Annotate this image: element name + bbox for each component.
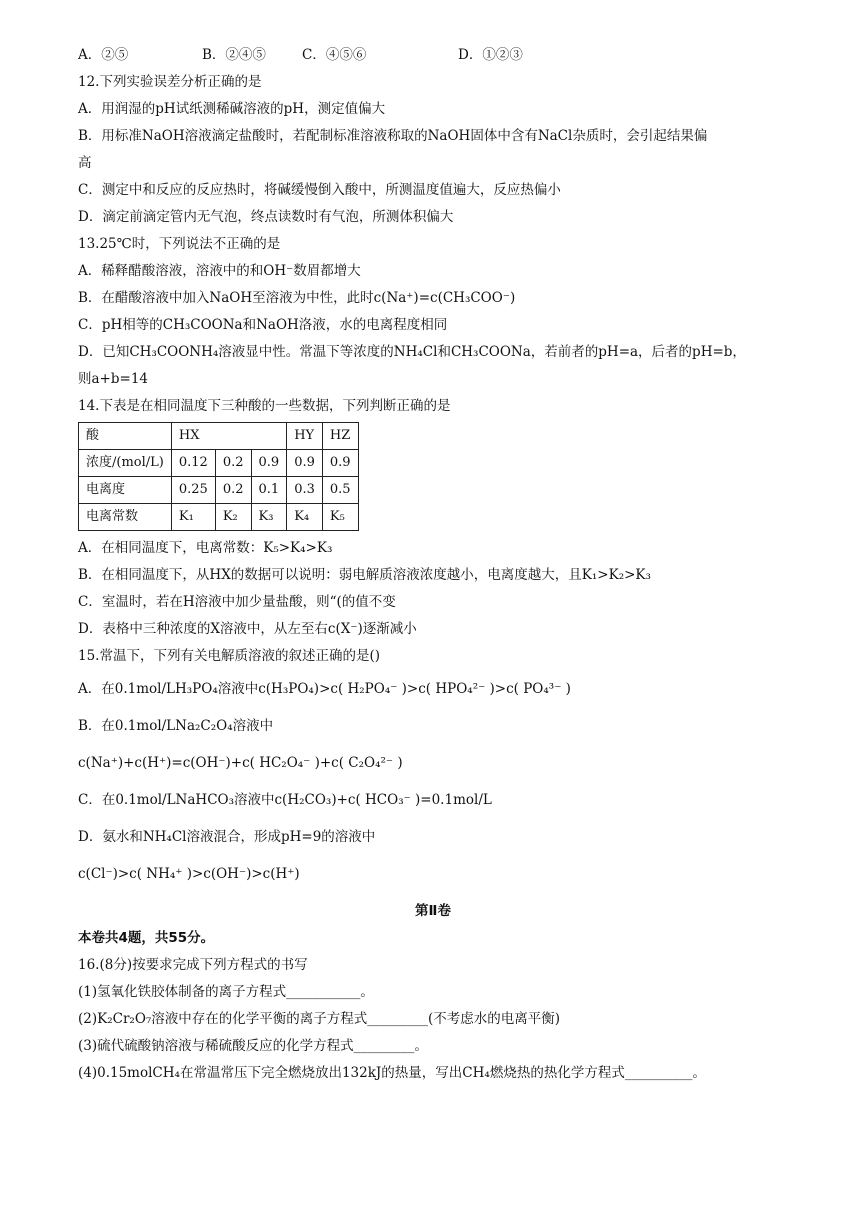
- q16-sub-4: (4)0.15molCH₄在常温常压下完全燃烧放出132kJ的热量，写出CH₄燃烧热的热化学方程式__________。: [78, 1065, 706, 1081]
- q12-option-b-line2: 高: [78, 155, 92, 171]
- q14-option-b: B．在相同温度下，从HX的数据可以说明：弱电解质溶液浓度越小，电离度越大，且K₁>K₂>K₃: [78, 567, 651, 583]
- q14-stem: 14.下表是在相同温度下三种酸的一些数据，下列判断正确的是: [78, 398, 451, 414]
- table-cell: 浓度/(mol/L): [79, 450, 172, 477]
- table-cell: 0.3: [287, 477, 323, 504]
- q13-option-d-line2: 则a+b=14: [78, 371, 148, 387]
- table-cell: 0.1: [251, 477, 287, 504]
- table-cell: K₃: [251, 504, 287, 531]
- q11-option-a: A．②⑤: [78, 47, 129, 63]
- table-cell: K₅: [322, 504, 358, 531]
- q13-stem: 13.25℃时，下列说法不正确的是: [78, 236, 281, 252]
- q12-option-a: A．用润湿的pH试纸测稀碱溶液的pH，测定值偏大: [78, 101, 386, 117]
- q13-option-a: A．稀释醋酸溶液，溶液中的和OH⁻数眉都增大: [78, 263, 361, 279]
- q15-option-a: A．在0.1mol/LH₃PO₄溶液中c(H₃PO₄)>c( H₂PO₄⁻ )>c( HPO₄²⁻ )>c( PO₄³⁻ ): [78, 681, 571, 697]
- q15-option-b-line2: c(Na⁺)+c(H⁺)=c(OH⁻)+c( HC₂O₄⁻ )+c( C₂O₄²⁻ ): [78, 755, 403, 771]
- q12-option-b-line1: B．用标准NaOH溶液滴定盐酸时，若配制标准溶液称取的NaOH固体中含有NaCl杂质时，会引起结果偏: [78, 128, 708, 144]
- q16-sub-3: (3)硫代硫酸钠溶液与稀硫酸反应的化学方程式_________。: [78, 1038, 428, 1054]
- table-cell: 酸: [79, 423, 172, 450]
- table-row: [79, 477, 359, 504]
- table-row: [79, 423, 359, 450]
- table-cell: HY: [287, 423, 323, 450]
- part2-note: 本卷共4题，共55分。: [78, 930, 215, 946]
- table-cell: 0.2: [215, 450, 251, 477]
- table-cell: 0.5: [322, 477, 358, 504]
- q11-options: [78, 42, 788, 69]
- table-cell: HX: [171, 423, 286, 450]
- q13-option-c: C．pH相等的CH₃COONa和NaOH洛液，水的电离程度相同: [78, 317, 448, 333]
- q15-option-b-line1: B．在0.1mol/LNa₂C₂O₄溶液中: [78, 718, 274, 734]
- table-cell: 0.2: [215, 477, 251, 504]
- q13-option-b: B．在醋酸溶液中加入NaOH至溶液为中性，此时c(Na⁺)=c(CH₃COO⁻): [78, 290, 516, 306]
- q12-stem: 12.下列实验误差分析正确的是: [78, 74, 262, 90]
- table-cell: 0.12: [171, 450, 215, 477]
- q15-option-d-line2: c(Cl⁻)>c( NH₄⁺ )>c(OH⁻)>c(H⁺): [78, 866, 300, 882]
- q11-option-d: D．①②③: [458, 47, 523, 63]
- q15-option-c: C．在0.1mol/LNaHCO₃溶液中c(H₂CO₃)+c( HCO₃⁻ )=0.1mol/L: [78, 792, 492, 808]
- q14-option-a: A．在相同温度下，电离常数：K₅>K₄>K₃: [78, 540, 333, 556]
- q11-option-b: B．②④⑤: [202, 47, 266, 63]
- q11-option-c: C．④⑤⑥: [302, 47, 367, 63]
- table-row: [79, 450, 359, 477]
- q14-option-c: C．室温时，若在H溶液中加少量盐酸，则“(的值不变: [78, 594, 396, 610]
- q16-stem: 16.(8分)按要求完成下列方程式的书写: [78, 957, 308, 973]
- q16-sub-1: (1)氢氧化铁胶体制备的离子方程式___________。: [78, 984, 374, 1000]
- exam-page: [78, 42, 788, 1087]
- table-cell: K₁: [171, 504, 215, 531]
- table-row: [79, 504, 359, 531]
- q13-option-d-line1: D．已知CH₃COONH₄溶液显中性。常温下等浓度的NH₄Cl和CH₃COONa，若前者的pH=a，后者的pH=b，: [78, 344, 746, 360]
- table-cell: 电离度: [79, 477, 172, 504]
- table-cell: 0.9: [322, 450, 358, 477]
- table-cell: K₂: [215, 504, 251, 531]
- q15-stem: 15.常温下，下列有关电解质溶液的叙述正确的是(): [78, 648, 381, 664]
- table-cell: 0.25: [171, 477, 215, 504]
- q12-option-c: C．测定中和反应的反应热时，将碱缓慢倒入酸中，所测温度值遍大，反应热偏小: [78, 182, 561, 198]
- table-cell: 电离常数: [79, 504, 172, 531]
- table-cell: 0.9: [251, 450, 287, 477]
- part2-title: 第Ⅱ卷: [415, 903, 451, 919]
- q16-sub-2: (2)K₂Cr₂O₇溶液中存在的化学平衡的离子方程式_________(不考虑水的电离平衡): [78, 1011, 561, 1027]
- q15-option-d-line1: D．氨水和NH₄Cl溶液混合，形成pH=9的溶液中: [78, 829, 376, 845]
- q14-option-d: D．表格中三种浓度的X溶液中，从左至右c(X⁻)逐渐减小: [78, 621, 417, 637]
- table-cell: 0.9: [287, 450, 323, 477]
- q12-option-d: D．滴定前滴定管内无气泡，终点读数时有气泡，所测体积偏大: [78, 209, 454, 225]
- table-cell: HZ: [322, 423, 358, 450]
- acid-data-table: [78, 422, 359, 531]
- table-cell: K₄: [287, 504, 323, 531]
